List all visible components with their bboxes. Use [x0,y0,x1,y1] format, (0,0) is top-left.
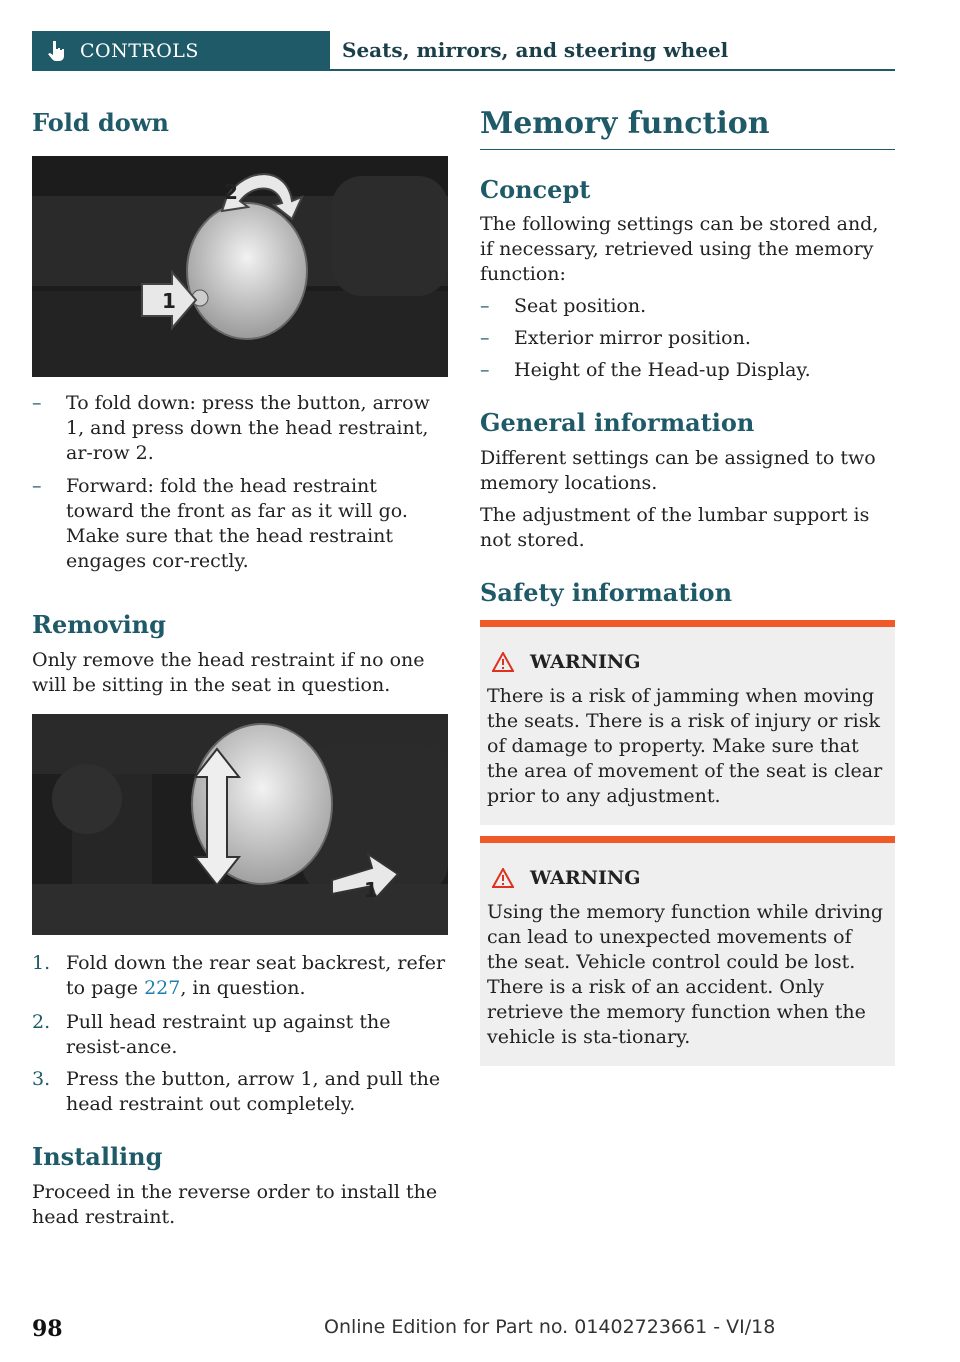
installing-text: Proceed in the reverse order to install the head restraint. [32,1181,438,1228]
heading-installing: Installing [32,1142,163,1171]
list-item: – Seat position. [480,295,647,317]
heading-fold-down: Fold down [32,108,169,137]
figure-removing [32,714,448,935]
list-item: – Exterior mirror position. [480,327,751,349]
figure-label-1: 1 [162,289,176,313]
edition-text: Online Edition for Part no. 01402723661 - VI/18 [324,1316,776,1338]
page-title: Memory function [480,106,770,141]
figure-fold-down [32,156,448,377]
removing-text: Only remove the head restraint if no one will be sitting in the seat in question. [32,649,425,696]
general-text-2: The adjustment of the lumbar support is not stored. [480,504,870,551]
list-item: – To fold down: press the button, arrow 1, and press down the head restraint, ar-row 2. [32,392,430,464]
hand-pointer-icon [46,40,66,62]
warning-text: Using the memory function while driving can lead to unexpected movements of the seat. Vehicle control could be lost. There is a risk of an accident. Only retrieve the memory function when the vehicle is sta-tionary. [487,901,884,1048]
step-1: 1. Fold down the rear seat backrest, refer to page 227, in question. [32,952,446,999]
concept-text: The following settings can be stored and, if necessary, retrieved using the memory function: [480,213,879,285]
heading-safety: Safety information [480,578,733,607]
page-header [32,31,895,71]
heading-removing: Removing [32,610,166,639]
chapter-title: Seats, mirrors, and steering wheel [330,31,895,71]
page-link[interactable]: 227 [144,977,181,999]
section-label: CONTROLS [80,40,199,62]
list-item: – Forward: fold the head restraint toward the front as far as it will go. Make sure that the head restraint engages cor-rectly. [32,475,408,572]
step-3: 3. Press the button, arrow 1, and pull the head restraint out completely. [32,1068,441,1115]
general-text-1: Different settings can be assigned to two memory locations. [480,447,876,494]
page-number: 98 [32,1316,63,1342]
figure-label-1: 1 [364,878,378,902]
heading-concept: Concept [480,175,591,204]
warning-label: WARNING [530,867,641,889]
warning-triangle-icon [492,652,514,672]
warning-text: There is a risk of jamming when moving the seats. There is a risk of injury or risk of damage to property. Make sure that the area of movement of the seat is clear prior to any adjustment. [487,685,883,807]
warning-triangle-icon [492,868,514,888]
warning-box [480,836,895,1066]
heading-general: General information [480,408,755,437]
step-2: 2. Pull head restraint up against the resist-ance. [32,1011,391,1058]
section-tab [32,31,330,71]
list-item: – Height of the Head-up Display. [480,359,811,381]
figure-label-2: 2 [224,180,238,204]
warning-box [480,620,895,825]
warning-label: WARNING [530,651,641,673]
title-rule [480,149,895,150]
